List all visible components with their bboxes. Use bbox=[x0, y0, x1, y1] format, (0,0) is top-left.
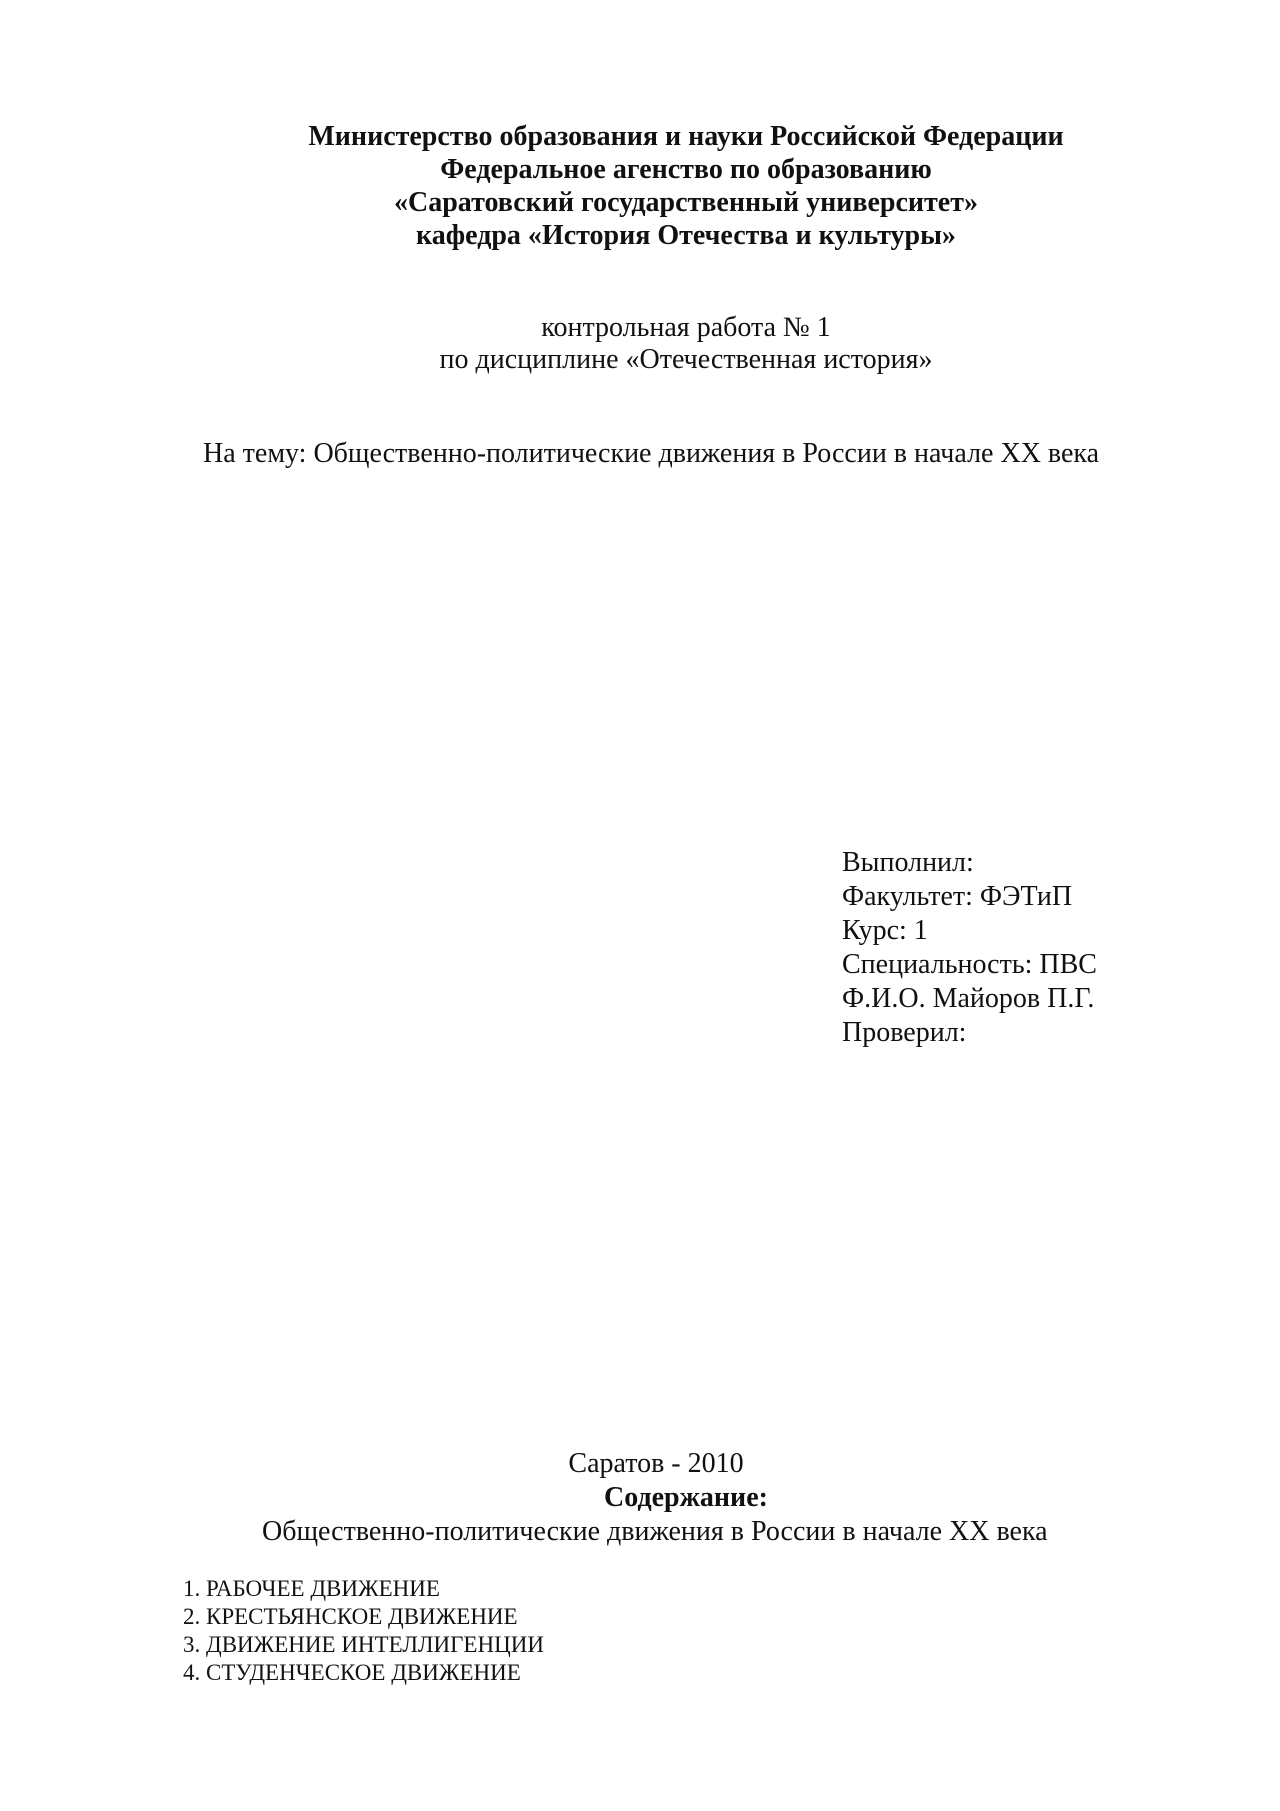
contents-subtitle: Общественно-политические движения в России в начале XX века bbox=[262, 1516, 1048, 1547]
department-line: кафедра «История Отечества и культуры» bbox=[416, 220, 956, 251]
table-of-contents bbox=[183, 1575, 544, 1687]
performed-by-label: Выполнил: bbox=[842, 847, 974, 878]
toc-item: 3. ДВИЖЕНИЕ ИНТЕЛЛИГЕНЦИИ bbox=[183, 1632, 544, 1657]
course-line: Курс: 1 bbox=[842, 915, 928, 946]
author-info bbox=[842, 846, 1097, 1050]
ministry-line: Министерство образования и науки Российской Федерации bbox=[308, 121, 1064, 152]
checked-by-label: Проверил: bbox=[842, 1017, 967, 1048]
toc-item: 2. КРЕСТЬЯНСКОЕ ДВИЖЕНИЕ bbox=[183, 1604, 518, 1629]
author-name-line: Ф.И.О. Майоров П.Г. bbox=[842, 983, 1095, 1014]
contents-heading: Содержание: bbox=[604, 1482, 768, 1513]
discipline-line: по дисциплине «Отечественная история» bbox=[439, 344, 933, 375]
faculty-line: Факультет: ФЭТиП bbox=[842, 881, 1073, 912]
toc-item: 1. РАБОЧЕЕ ДВИЖЕНИЕ bbox=[183, 1576, 440, 1601]
specialty-line: Специальность: ПВС bbox=[842, 949, 1097, 980]
work-number-line: контрольная работа № 1 bbox=[541, 312, 831, 343]
toc-item: 4. СТУДЕНЧЕСКОЕ ДВИЖЕНИЕ bbox=[183, 1660, 521, 1685]
university-line: «Саратовский государственный университет» bbox=[394, 187, 978, 218]
title-header bbox=[0, 120, 1280, 252]
work-title bbox=[0, 312, 1280, 376]
agency-line: Федеральное агенство по образованию bbox=[440, 154, 932, 185]
topic-line: На тему: Общественно-политические движения в России в начале XX века bbox=[203, 438, 1099, 469]
city-year: Саратов - 2010 bbox=[568, 1448, 744, 1479]
